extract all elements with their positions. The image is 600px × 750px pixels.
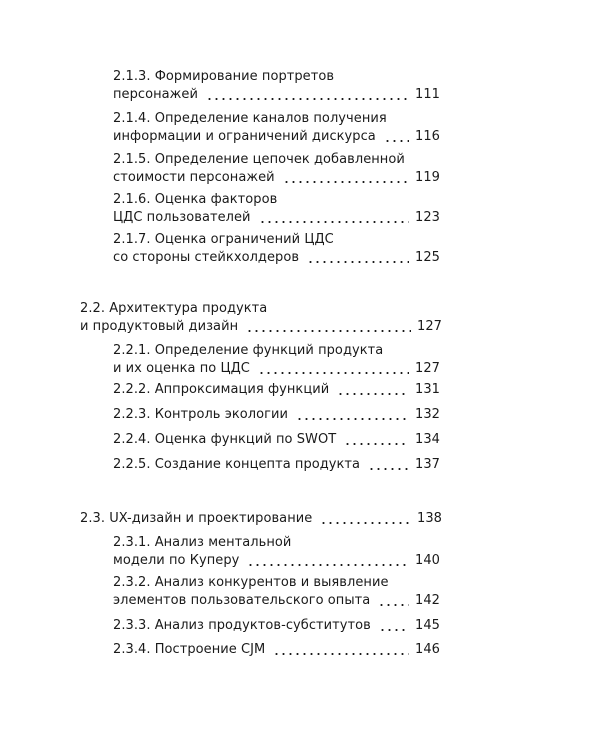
dot-leader xyxy=(273,641,409,659)
toc-entry-title-end: 2.2.2. Аппроксимация функций xyxy=(113,382,330,397)
toc-entry-2-2-5[interactable] xyxy=(113,456,440,474)
toc-entry-title-end: 2.2.3. Контроль экологии xyxy=(113,407,289,422)
toc-page-number: 138 xyxy=(417,511,442,526)
toc-entry-last-line xyxy=(113,431,440,449)
toc-entry-2-2-4[interactable] xyxy=(113,431,440,449)
dot-leader xyxy=(258,360,409,378)
toc-page-number: 123 xyxy=(415,210,440,225)
toc-entry-title-line: 2.1.6. Оценка факторов xyxy=(113,192,278,207)
toc-entry-last-line xyxy=(113,406,440,424)
toc-entry-last-line xyxy=(113,592,440,610)
toc-entry-last-line xyxy=(80,318,442,336)
toc-entry-2-1-6[interactable] xyxy=(113,191,440,227)
toc-entry-last-line xyxy=(113,381,440,399)
toc-page-number: 125 xyxy=(415,250,440,265)
toc-entry-title-end: 2.3. UX-дизайн и проектирование xyxy=(80,511,313,526)
toc-entry-2-1-7[interactable] xyxy=(113,231,440,267)
toc-entry-2-1-3[interactable] xyxy=(113,68,440,104)
toc-page-number: 116 xyxy=(415,129,440,144)
toc-entry-last-line xyxy=(113,552,440,570)
toc-entry-title-line: 2.1.4. Определение каналов получения xyxy=(113,111,387,126)
dot-leader xyxy=(246,318,411,336)
toc-page-number: 137 xyxy=(415,457,440,472)
toc-entry-2-2-1[interactable] xyxy=(113,342,440,378)
toc-entry-2-3-2[interactable] xyxy=(113,574,440,610)
toc-page-number: 111 xyxy=(415,87,440,102)
toc-entry-title-line: 2.2. Архитектура продукта xyxy=(80,301,268,316)
dot-leader xyxy=(378,592,409,610)
dot-leader xyxy=(307,249,409,267)
toc-entry-title-end: 2.2.4. Оценка функций по SWOT xyxy=(113,432,337,447)
dot-leader xyxy=(320,510,411,528)
toc-page-number: 119 xyxy=(415,170,440,185)
toc-entry-last-line xyxy=(113,128,440,146)
toc-entry-last-line xyxy=(113,641,440,659)
dot-leader xyxy=(344,431,409,449)
toc-page-number: 145 xyxy=(415,618,440,633)
toc-entry-title-line: 2.2.1. Определение функций продукта xyxy=(113,343,384,358)
toc-entry-title-end: элементов пользовательского опыта xyxy=(113,593,371,608)
toc-entry-title-end: 2.3.3. Анализ продуктов-субститутов xyxy=(113,618,371,633)
toc-entry-title-end: информации и ограничений дискурса xyxy=(113,129,376,144)
toc-entry-last-line xyxy=(113,86,440,104)
toc-entry-last-line xyxy=(113,360,440,378)
toc-entry-2-1-4[interactable] xyxy=(113,110,440,146)
toc-entry-title-line: 2.3.2. Анализ конкурентов и выявление xyxy=(113,575,389,590)
toc-entry-2-2-3[interactable] xyxy=(113,406,440,424)
toc-entry-title-end: ЦДС пользователей xyxy=(113,210,251,225)
dot-leader xyxy=(296,406,409,424)
toc-page-number: 127 xyxy=(415,361,440,376)
toc-entry-last-line xyxy=(113,249,440,267)
toc-entry-title-end: 2.2.5. Создание концепта продукта xyxy=(113,457,361,472)
dot-leader xyxy=(283,169,409,187)
toc-entry-title-line: 2.1.7. Оценка ограничений ЦДС xyxy=(113,232,334,247)
toc-entry-last-line xyxy=(113,456,440,474)
toc-page-number: 127 xyxy=(417,319,442,334)
toc-page-number: 146 xyxy=(415,642,440,657)
toc-entry-2-3-4[interactable] xyxy=(113,641,440,659)
toc-entry-last-line xyxy=(113,169,440,187)
toc-entry-last-line xyxy=(113,209,440,227)
toc-entry-title-end: и их оценка по ЦДС xyxy=(113,361,250,376)
toc-entry-title-line: 2.1.3. Формирование портретов xyxy=(113,69,335,84)
toc-entry-2-2-2[interactable] xyxy=(113,381,440,399)
toc-entry-last-line xyxy=(113,617,440,635)
dot-leader xyxy=(384,128,409,146)
dot-leader xyxy=(368,456,409,474)
toc-entry-2-3-1[interactable] xyxy=(113,534,440,570)
dot-leader xyxy=(259,209,409,227)
toc-entry-title-end: и продуктовый дизайн xyxy=(80,319,239,334)
dot-leader xyxy=(206,86,409,104)
toc-entry-title-end: модели по Куперу xyxy=(113,553,240,568)
toc-entry-2-1-5[interactable] xyxy=(113,151,440,187)
toc-page-number: 131 xyxy=(415,382,440,397)
dot-leader xyxy=(379,617,409,635)
toc-page-number: 132 xyxy=(415,407,440,422)
toc-entry-title-end: стоимости персонажей xyxy=(113,170,275,185)
toc-page-number: 134 xyxy=(415,432,440,447)
toc-entry-title-end: персонажей xyxy=(113,87,198,102)
toc-entry-title-end: со стороны стейкхолдеров xyxy=(113,250,300,265)
toc-entry-title-line: 2.1.5. Определение цепочек добавленной xyxy=(113,152,405,167)
dot-leader xyxy=(337,381,409,399)
toc-section-2-3[interactable] xyxy=(80,510,442,528)
toc-entry-title-line: 2.3.1. Анализ ментальной xyxy=(113,535,292,550)
toc-entry-2-3-3[interactable] xyxy=(113,617,440,635)
toc-section-2-2[interactable] xyxy=(80,300,442,336)
toc-page-number: 140 xyxy=(415,553,440,568)
toc-page-number: 142 xyxy=(415,593,440,608)
dot-leader xyxy=(247,552,409,570)
toc-entry-last-line xyxy=(80,510,442,528)
toc-entry-title-end: 2.3.4. Построение CJM xyxy=(113,642,266,657)
